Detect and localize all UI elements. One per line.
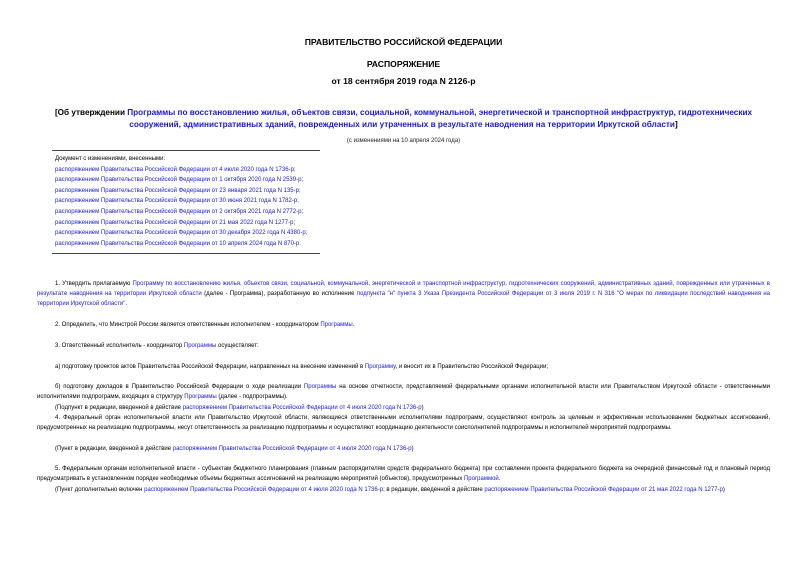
note-text: (Подпункт в редакции, введенной в действие [55,405,183,411]
paragraph-5-text: . [498,476,501,483]
decree-link[interactable]: подпункта "н" пункта 3 Указа Президента Российской Федерации от 3 июля 2019 г. N 316 "О мерах по ликвидации последствий наводнения на территории Иркутской области" [37,291,770,308]
program-link[interactable]: Программой [463,476,499,483]
paragraph-3a-text: а) подготовку проектов актов Правительства Российской Федерации, направленных на внесение изменений в [55,364,365,370]
program-link[interactable]: Программы [184,394,217,401]
amendments-block [55,154,307,249]
paragraph-3a-text: , и вносит их в Правительство Российской Федерации; [395,364,549,370]
amendment-link[interactable]: распоряжением Правительства Российской Федерации от 1 октября 2020 года N 2539-р; [55,177,304,184]
paragraph-2 [37,320,770,330]
amendment-link[interactable]: распоряжением Правительства Российской Федерации от 21 мая 2022 года N 1277-р; [55,219,296,226]
program-link[interactable]: Программы [320,322,353,328]
title-open: [Об утверждении [54,108,128,117]
amendment-link[interactable]: распоряжением Правительства Российской Федерации от 4 июля 2020 года N 1736-р [144,487,384,493]
note-text: ) [722,487,725,493]
note-text: (Пункт дополнительно включен [55,487,145,493]
paragraph-3b [37,382,770,402]
amendment-link[interactable]: распоряжением Правительства Российской Федерации от 10 апреля 2024 года N 870-р. [55,240,301,247]
paragraph-3b-text: б) подготовку докладов в Правительство Российской Федерации о ходе реализации [55,384,304,390]
paragraph-5-text: 5. Федеральным органам исполнительной власти - субъектам бюджетного планирования (главным распорядителям средств федерального бюджета) при составлении проекта федерального бюджета на очередной финансовый год и плановый период предусматривать в установленном порядке необходимые объемы бюджетных ассигнований на реализацию мероприятий (объектов), предусмотренных [37,466,770,483]
paragraph-1-text: 1. Утвердить прилагаемую [55,281,133,287]
paragraph-3 [37,341,770,351]
document-title [40,107,767,131]
amendment-link[interactable]: распоряжением Правительства Российской Федерации от 30 декабря 2022 года N 4380-р; [55,230,308,237]
program-link[interactable]: Программы [183,343,217,349]
paragraph-3-text: 3. Ответственный исполнитель - координатор [55,343,184,349]
document-type: РАСПОРЯЖЕНИЕ [366,59,441,69]
note-text: ) [421,405,424,411]
paragraph-4: 4. Федеральный орган исполнительной власти или Правительство Иркутской области, являющиеся ответственными исполнителями подпрограмм, осуществляют контроль за целевым и эффективным использованием бюджетных ассигнований, предусмотренных на реализацию подпрограммы, несут ответственность за реализацию подпрограммы и осуществляют координацию деятельности соисполнителей подпрограммы и исполнителей мероприятий подпрограммы. [37,415,770,432]
amendment-link[interactable]: распоряжением Правительства Российской Федерации от 4 июля 2020 года N 1736-р [172,446,412,452]
note-text: ) [411,446,414,452]
amendments-top-divider [52,150,320,151]
paragraph-4-note [37,444,788,454]
paragraph-2-text: . [352,322,355,328]
amendment-link[interactable]: распоряжением Правительства Российской Федерации от 4 июля 2020 года N 1736-р; [55,166,296,173]
amendments-bottom-divider [52,253,320,254]
title-program-link[interactable]: Программы по восстановлению жилья, объектов связи, социальной, коммунальной, энергетической и транспортной инфраструктур, гидротехнических сооружений, административных зданий, поврежденных или утраченных в результате наводнения на территории Иркутской области [127,108,753,129]
amendments-heading: Документ с изменениями, внесенными: [55,156,166,162]
paragraph-5 [37,464,770,484]
paragraph-1-text: (далее - Программа), разработанную во исполнение [201,291,357,298]
paragraph-3-text: осуществляет: [216,343,259,349]
paragraph-3b-text: на основе отчетности, представляемой федеральными органами исполнительной власти или Правительством Иркутской области - ответственными исполнителями подпрограмм, входящих в структуру [37,384,770,401]
amendment-link[interactable]: распоряжением Правительства Российской Федерации от 2 октября 2021 года N 2772-р; [55,208,304,215]
government-heading: ПРАВИТЕЛЬСТВО РОССИЙСКОЙ ФЕДЕРАЦИИ [304,37,503,47]
program-link[interactable]: Программу [364,364,396,370]
program-link[interactable]: Программы [303,384,337,390]
paragraph-1-text: . [125,301,128,308]
document-date-number: от 18 сентября 2019 года N 2126-р [331,76,476,86]
paragraph-3b-text: (далее - подпрограммы). [216,394,288,401]
amendment-link[interactable]: распоряжением Правительства Российской Федерации от 23 января 2021 года N 135-р; [55,187,301,194]
amendment-link[interactable]: распоряжением Правительства Российской Федерации от 21 мая 2022 года N 1277-р [484,487,723,493]
program-link[interactable]: Программу по восстановлению жилья, объектов связи, социальной, коммунальной, энергетической и транспортной инфраструктур, гидротехнических сооружений, административных зданий, поврежденных или утраченных в результате наводнения на территории Иркутской области [37,281,770,298]
title-close: ] [674,120,678,129]
paragraph-3b-note [37,403,788,413]
paragraph-1 [37,279,770,310]
note-text: ; в редакции, введенной в действие [383,487,485,493]
amendment-link[interactable]: распоряжением Правительства Российской Федерации от 4 июля 2020 года N 1736-р [182,405,422,411]
paragraph-2-text: 2. Определить, что Минстрой России является ответственным исполнителем - координатором [55,322,321,328]
note-text: (Пункт в редакции, введенной в действие [55,446,173,452]
paragraph-5-note [37,485,788,495]
version-note: (с изменениями на 10 апреля 2024 года) [346,138,461,144]
paragraph-3a [37,362,770,372]
amendment-link[interactable]: распоряжением Правительства Российской Федерации от 30 июня 2021 года N 1782-р; [55,198,299,205]
